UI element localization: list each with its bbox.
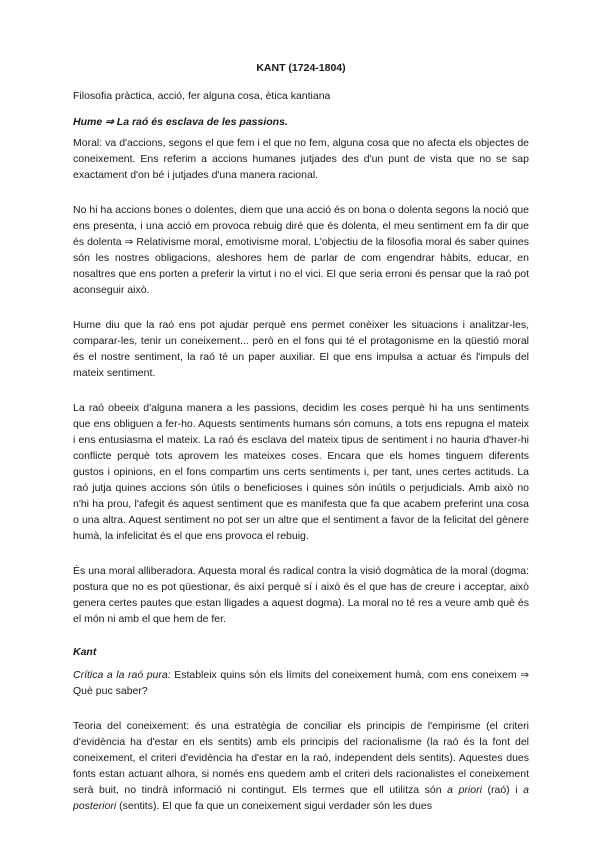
hume-paragraph-3: Hume diu que la raó ens pot ajudar perquè ens permet conèixer les situacions i analitzar-les, comparar-les, tenir un coneixement... però en el fons qui té el protagonisme en la qüestió moral és el nostre sentiment, la raó té un paper auxiliar. El que ens impulsa a actuar és l'impuls del mateix sentiment. [73, 319, 529, 379]
hume-paragraph-1: Moral: va d'accions, segons el que fem i el que no fem, alguna cosa que no afecta els objectes de coneixement. Ens referim a accions humanes jutjades des d'un punt de vista que no se sap exactament d'on bé i jutjades d'una manera racional. [73, 137, 529, 181]
hume-paragraph-4: La raó obeeix d'alguna manera a les passions, decidim les coses perquè hi ha uns sentiments que ens obliguen a fer-ho. Aquests sentiments humans són comuns, a tots ens repugna el mateix i ens entusiasma el mateix. La raó és esclava del mateix tipus de sentiment i no hauria d'haver-hi conflicte perquè tots aprovem les mateixes coses. Encara que els homes tinguem diferents gustos i opinions, en el fons compartim uns certs sentiments i, per tant, unes certes actituds. La raó jutja quines accions són útils o beneficioses i quines són inútils o perjudicials. Amb això no n'hi ha prou, l'afegit és aquest sentiment que es manifesta que fa que acabem preferint una cosa o una altra. Aquest sentiment no pot ser un altre que el sentiment a favor de la felicitat del gènere humà, la infelicitat és el que ens provoca el rebuig. [73, 402, 529, 542]
a-priori-term: a priori [447, 784, 482, 796]
document-title: KANT (1724-1804) [256, 62, 346, 74]
document-subtitle: Filosofia pràctica, acció, fer alguna cosa, ètica kantiana [73, 90, 331, 102]
critica-text: Estableix quins són els límits del coneixement humà, com ens coneixem ⇒ Què puc saber? [73, 669, 529, 697]
critica-title: Crítica a la raó pura: [73, 669, 171, 681]
teoria-text-3: (sentits). El que fa que un coneixement sigui verdader són les dues [116, 800, 432, 812]
hume-heading: Hume ⇒ La raó és esclava de les passions. [73, 116, 288, 128]
hume-paragraph-5: És una moral alliberadora. Aquesta moral és radical contra la visió dogmàtica de la moral (dogma: postura que no es pot qüestionar, és així perquè sí i això és el que has de creure i acceptar, això genera certes pautes que estan lligades a aquest dogma). La moral no té res a veure amb què és el món ni amb el que hem de fer. [73, 565, 529, 625]
a-posteriori-term: a posteriori [73, 784, 529, 812]
document-page [73, 62, 529, 814]
kant-critica-paragraph [73, 667, 529, 699]
kant-heading: Kant [73, 646, 97, 658]
teoria-text-1: Teoria del coneixement: és una estratègia de conciliar els principis de l'empirisme (el criteri d'evidència ha d'estar en els sentits) amb els principis del racionalisme (la raó és la font del coneixement, el criteri d'evidència ha d'estar en la raó, independent dels sentits). Aquestes dues fonts estan actuant alhora, si només ens quedem amb el criteri dels racionalistes el coneixement serà buit, no tindrà informació ni contingut. Els termes que ell utilitza són [73, 720, 529, 796]
hume-paragraph-2: No hi ha accions bones o dolentes, diem que una acció és on bona o dolenta segons la noció que ens presenta, i una acció em provoca rebuig diré que és dolenta, el meu sentiment em fa dir que és dolenta ⇒ Relativisme moral, emotivisme moral. L'objectiu de la filosofia moral és saber quines són les nostres obligacions, aleshores hem de parlar de com engendrar hàbits, educar, en nosaltres que ens porten a preferir la virtut i no el vici. El que seria erroni és pensar que la raó pot aconseguir això. [73, 204, 529, 296]
teoria-text-2: (raó) i [481, 784, 524, 796]
kant-teoria-paragraph [73, 718, 529, 814]
